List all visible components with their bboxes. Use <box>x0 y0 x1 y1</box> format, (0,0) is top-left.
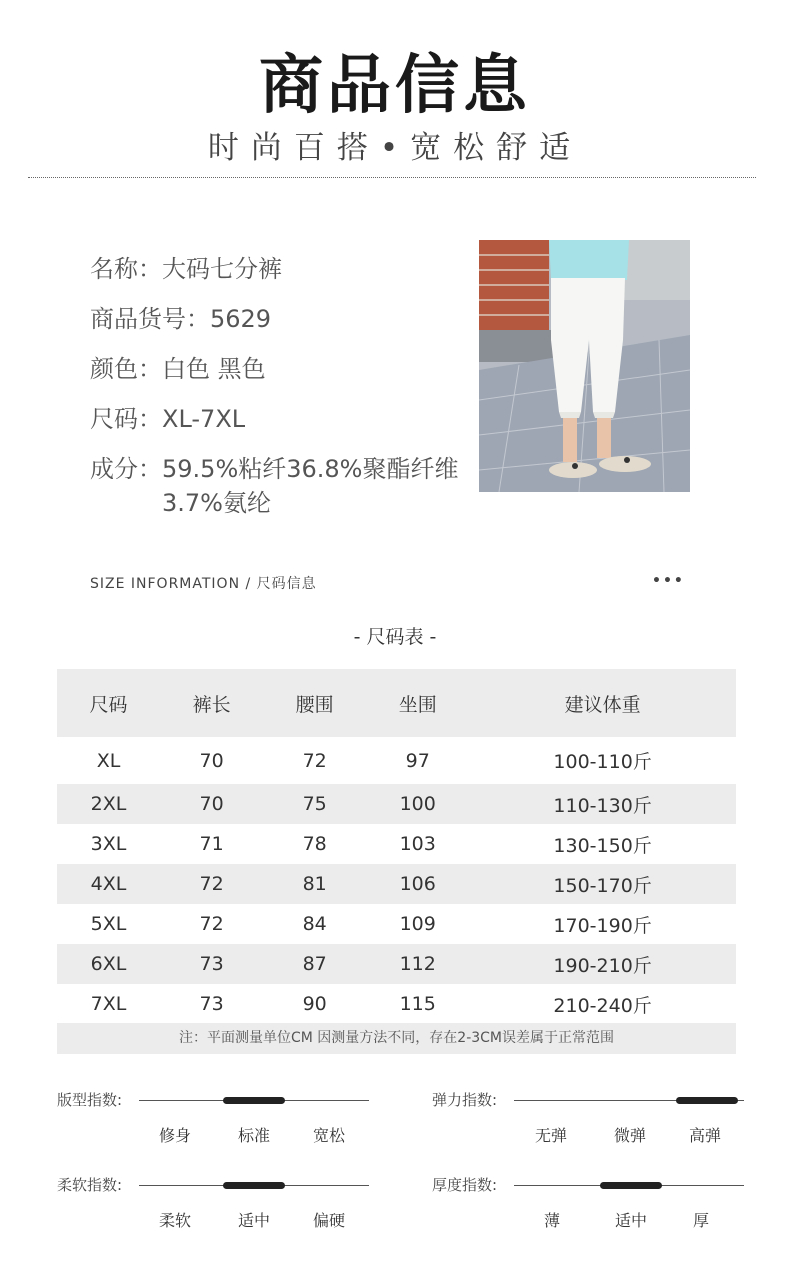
table-cell: 2XL <box>57 784 160 824</box>
table-cell: 210-240斤 <box>553 994 652 1017</box>
table-cell: 81 <box>263 864 366 904</box>
page-subtitle: 时尚百搭•宽松舒适 <box>207 130 583 166</box>
table-cell: 7XL <box>90 993 127 1015</box>
elasticity-index <box>432 1090 752 1150</box>
table-cell: 72 <box>160 864 263 904</box>
table-cell: 3XL <box>90 833 127 855</box>
info-value: 大码七分裤 <box>162 255 282 283</box>
table-cell: 100-110斤 <box>553 751 652 773</box>
table-cell: 6XL <box>57 944 160 984</box>
table-cell: 106 <box>366 864 469 904</box>
column-header: 坐围 <box>366 669 469 737</box>
info-label: 名称： <box>90 255 162 283</box>
column-header: 尺码 <box>57 669 160 737</box>
column-header: 裤长 <box>160 669 263 737</box>
table-row <box>57 824 736 864</box>
table-cell: 110-130斤 <box>469 784 736 824</box>
index-marker <box>223 1097 285 1104</box>
table-cell: 112 <box>366 944 469 984</box>
info-row-name <box>90 252 480 286</box>
index-option: 柔软 <box>158 1211 192 1230</box>
thickness-index <box>432 1175 752 1235</box>
index-option: 薄 <box>543 1211 561 1230</box>
table-row <box>57 784 736 824</box>
table-row <box>57 984 736 1024</box>
index-marker <box>600 1182 662 1189</box>
info-row-size <box>90 402 480 436</box>
info-value: 5629 <box>210 305 272 333</box>
index-label: 厚度指数: <box>432 1176 498 1194</box>
size-info-heading: SIZE INFORMATION / 尺码信息 <box>90 576 317 592</box>
measurement-note: 注：平面测量单位CM 因测量方法不同，存在2-3CM误差属于正常范围 <box>57 1023 736 1054</box>
index-marker <box>676 1097 738 1104</box>
table-header-row <box>57 669 736 737</box>
info-row-color <box>90 352 480 386</box>
info-label: 尺码： <box>90 405 162 433</box>
index-option: 高弹 <box>688 1126 722 1145</box>
table-cell: 70 <box>199 749 224 772</box>
size-table <box>57 669 736 1024</box>
table-cell: 78 <box>302 833 327 855</box>
table-cell: 4XL <box>57 864 160 904</box>
table-cell: 97 <box>405 749 430 772</box>
index-option: 无弹 <box>534 1126 568 1145</box>
product-photo <box>479 240 690 492</box>
index-option: 修身 <box>158 1126 192 1145</box>
header-divider <box>28 177 756 178</box>
size-chart-title: - 尺码表 - <box>353 626 437 648</box>
softness-index <box>57 1175 377 1235</box>
product-info <box>90 252 480 536</box>
table-cell: 170-190斤 <box>553 914 652 937</box>
info-row-material <box>90 452 480 520</box>
info-value: XL-7XL <box>162 405 246 433</box>
table-cell: 73 <box>160 944 263 984</box>
column-header: 建议体重 <box>469 669 736 737</box>
table-row <box>57 864 736 904</box>
table-cell: 84 <box>302 913 327 935</box>
index-label: 柔软指数: <box>57 1176 123 1194</box>
table-cell: XL <box>96 749 121 772</box>
page-title: 商品信息 <box>259 49 531 123</box>
table-cell: 190-210斤 <box>469 944 736 984</box>
table-cell: 73 <box>199 993 224 1015</box>
index-option: 适中 <box>237 1211 271 1230</box>
table-cell: 71 <box>199 833 224 855</box>
table-cell: 90 <box>302 993 327 1015</box>
index-marker <box>223 1182 285 1189</box>
more-dots-icon: ••• <box>652 573 685 589</box>
index-label: 弹力指数: <box>432 1091 498 1109</box>
table-cell: 130-150斤 <box>553 834 652 857</box>
table-cell: 75 <box>263 784 366 824</box>
index-option: 适中 <box>614 1211 648 1230</box>
table-cell: 70 <box>160 784 263 824</box>
info-value: 59.5%粘纤36.8%聚酯纤维3.7%氨纶 <box>162 455 459 517</box>
info-label: 成分： <box>90 455 162 483</box>
table-cell: 115 <box>399 993 436 1015</box>
index-option: 偏硬 <box>312 1211 346 1230</box>
table-cell: 109 <box>399 913 436 935</box>
table-row <box>57 904 736 944</box>
fit-index <box>57 1090 377 1150</box>
index-label: 版型指数: <box>57 1091 123 1109</box>
table-row <box>57 944 736 984</box>
info-label: 商品货号： <box>90 305 210 333</box>
table-cell: 72 <box>302 749 327 772</box>
table-cell: 103 <box>399 833 436 855</box>
index-option: 厚 <box>692 1211 710 1230</box>
table-cell: 87 <box>263 944 366 984</box>
table-cell: 100 <box>366 784 469 824</box>
info-value: 白色 黑色 <box>162 355 266 383</box>
table-cell: 72 <box>199 913 224 935</box>
info-row-sku <box>90 302 480 336</box>
info-label: 颜色： <box>90 355 162 383</box>
table-cell: 5XL <box>90 913 127 935</box>
column-header: 腰围 <box>263 669 366 737</box>
index-option: 标准 <box>237 1126 271 1145</box>
index-option: 宽松 <box>312 1126 346 1145</box>
table-row <box>57 737 736 784</box>
table-cell: 150-170斤 <box>469 864 736 904</box>
index-option: 微弹 <box>613 1126 647 1145</box>
